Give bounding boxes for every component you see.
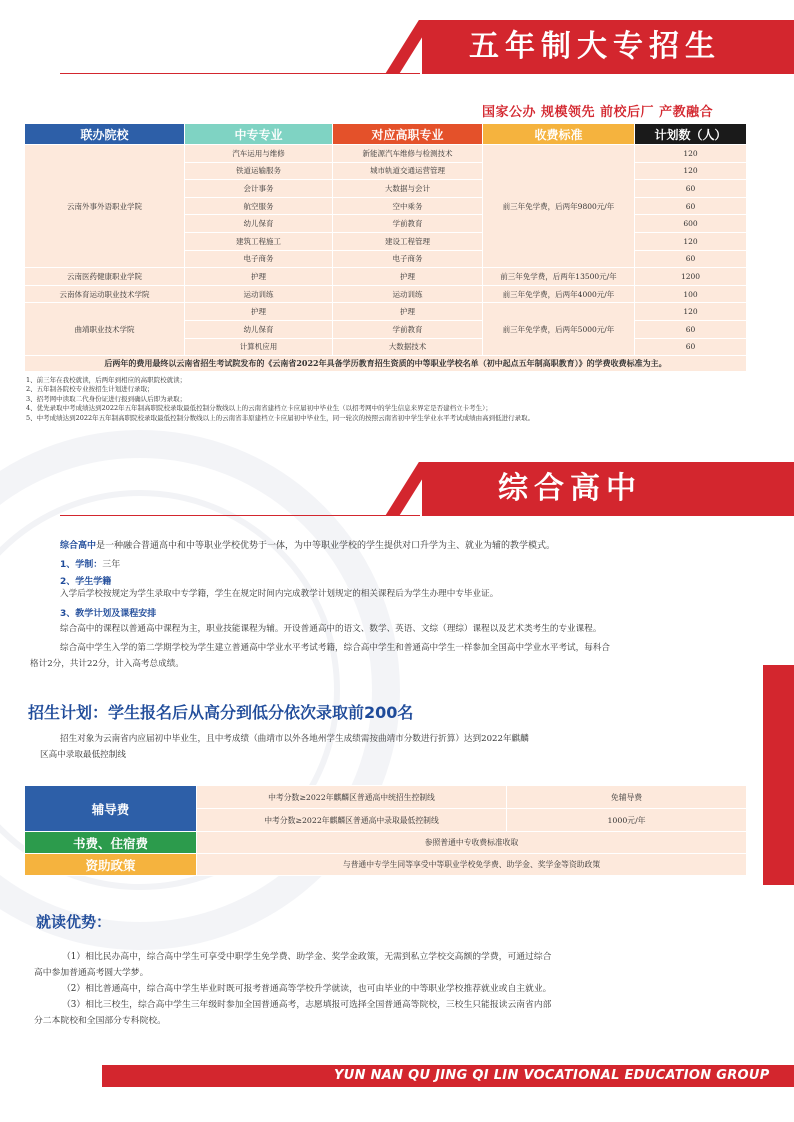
fee-condition: 中考分数≥2022年麒麟区普通高中统招生控制线	[197, 786, 507, 809]
fee-cell: 前三年免学费，后两年4000元/年	[483, 285, 635, 303]
section-3-text-1: 综合高中的课程以普通高中课程为主，职业技能课程为辅。开设普通高中的语文、数学、英语、文综（理综）课程以及艺术类考生的专业课程。	[60, 624, 602, 634]
major-cell: 护理	[185, 268, 333, 286]
plan-cell: 60	[635, 250, 747, 268]
fee-amount: 免辅导费	[507, 786, 747, 809]
footer-text: YUN NAN QU JING QI LIN VOCATIONAL EDUCATION GROUP	[334, 1068, 770, 1083]
higher-cell: 护理	[333, 303, 483, 321]
section-2-text: 入学后学校按规定为学生录取中专学籍，学生在规定时间内完成教学计划规定的相关课程后为学生办理中专毕业证。	[60, 589, 499, 599]
fee-cell: 前三年免学费，后两年13500元/年	[483, 268, 635, 286]
admission-table	[24, 123, 747, 372]
table-row	[25, 832, 747, 854]
subtitle: 国家公办 规模领先 前校后厂 产教融合	[482, 105, 714, 120]
major-cell: 电子商务	[185, 250, 333, 268]
higher-cell: 大数据技术	[333, 338, 483, 356]
plan-cell: 120	[635, 232, 747, 250]
banner-title: 综合高中	[498, 471, 642, 506]
fee-label-aid: 资助政策	[25, 854, 197, 876]
table-row	[25, 303, 747, 321]
higher-cell: 学前教育	[333, 320, 483, 338]
higher-cell: 大数据与会计	[333, 180, 483, 198]
higher-cell: 学前教育	[333, 215, 483, 233]
banner-title: 五年制大专招生	[469, 29, 721, 64]
header-school: 联办院校	[25, 124, 185, 145]
major-cell: 运动训练	[185, 285, 333, 303]
section-heading-1	[60, 557, 120, 570]
plan-cell: 100	[635, 285, 747, 303]
fee-label-books: 书费、住宿费	[25, 832, 197, 854]
notes-list	[26, 376, 766, 423]
section-3-text-2b: 格计2分，共计22分，计入高考总成绩。	[30, 659, 184, 669]
plan-cell: 60	[635, 180, 747, 198]
note-item: 4、优先录取中考成绩达到2022年五年制高职院校录取最低控制分数线以上的云南省建档立卡应届初中毕业生（以招考网中的学生信息来界定是否建档立卡考生）；	[26, 404, 492, 413]
school-cell: 云南体育运动职业技术学院	[25, 285, 185, 303]
major-cell: 护理	[185, 303, 333, 321]
school-cell: 云南外事外语职业学院	[25, 145, 185, 268]
table-row	[25, 786, 747, 809]
higher-cell: 运动训练	[333, 285, 483, 303]
note-item: 2、五年制各院校专业按招生计划进行录取；	[26, 385, 154, 394]
major-cell: 铁道运输服务	[185, 162, 333, 180]
major-cell: 航空服务	[185, 197, 333, 215]
higher-cell: 建设工程管理	[333, 232, 483, 250]
table-row	[25, 854, 747, 876]
intro-paragraph	[60, 538, 760, 551]
table-row	[25, 268, 747, 286]
fee-books-text: 参照普通中专收费标准收取	[197, 832, 747, 854]
plan-cell: 600	[635, 215, 747, 233]
major-cell: 幼儿保育	[185, 215, 333, 233]
advantages-title: 就读优势：	[36, 913, 112, 931]
plan-cell: 120	[635, 162, 747, 180]
advantage-3b: 分二本院校和全国部分专科院校。	[34, 1016, 166, 1026]
advantage-1a: （1）相比民办高中，综合高中学生可享受中职学生免学费、助学金、奖学金政策，无需到私立学校交高额的学费，可通过综合	[62, 952, 552, 962]
fee-cell: 前三年免学费，后两年5000元/年	[483, 303, 635, 356]
plan-text-2: 区高中录取最低控制线	[40, 750, 126, 760]
footer-bar	[102, 1065, 794, 1087]
school-cell: 云南医药健康职业学院	[25, 268, 185, 286]
higher-cell: 空中乘务	[333, 197, 483, 215]
fee-table	[24, 785, 747, 876]
section-heading-3: 3、教学计划及课程安排	[60, 609, 157, 619]
banner-five-year	[0, 20, 794, 74]
higher-cell: 电子商务	[333, 250, 483, 268]
intro-lead: 综合高中	[60, 541, 97, 551]
section-1-title: 1、学制：	[60, 560, 103, 570]
fee-condition: 中考分数≥2022年麒麟区普通高中录取最低控制线	[197, 809, 507, 832]
major-cell: 汽车运用与维修	[185, 145, 333, 163]
major-cell: 建筑工程施工	[185, 232, 333, 250]
plan-cell: 120	[635, 303, 747, 321]
higher-cell: 城市轨道交通运营管理	[333, 162, 483, 180]
table-footnote: 后两年的费用最终以云南省招生考试院发布的《云南省2022年具备学历教育招生资质的中等职业学校名单（初中起点五年制高职教育）》的学费收费标准为主。	[25, 356, 747, 372]
note-item: 5、中考成绩达到2022年五年制高职院校录取最低控制分数线以上的云南省非原建档立卡应届初中毕业生，同一轮次的按照云南省初中学生学业水平考试成绩由高到低进行录取。	[26, 413, 535, 422]
fee-aid-text: 与普通中专学生同等享受中等职业学校免学费、助学金、奖学金等资助政策	[197, 854, 747, 876]
plan-cell: 120	[635, 145, 747, 163]
header-major: 中专专业	[185, 124, 333, 145]
table-row	[25, 145, 747, 163]
section-3-text-2a: 综合高中学生入学的第二学期学校为学生建立普通高中学业水平考试考籍，综合高中学生和普通高中学生一样参加全国高中学业水平考试，每科合	[60, 643, 611, 653]
header-fee: 收费标准	[483, 124, 635, 145]
note-item: 3、招考网中读取二代身份证进行报到确认后即为录取；	[26, 394, 187, 403]
section-1-value: 三年	[102, 560, 121, 570]
banner-comprehensive	[0, 462, 794, 516]
fee-cell: 前三年免学费，后两年9800元/年	[483, 145, 635, 268]
advantage-1b: 高中参加普通高考圆大学梦。	[34, 968, 149, 978]
higher-cell: 护理	[333, 268, 483, 286]
advantage-3a: （3）相比三校生，综合高中学生三年级时参加全国普通高考，志愿填报可选择全国普通高等院校，三校生只能报读云南省内部	[62, 1000, 552, 1010]
plan-cell: 60	[635, 197, 747, 215]
major-cell: 会计事务	[185, 180, 333, 198]
higher-cell: 新能源汽车维修与检测技术	[333, 145, 483, 163]
note-item: 1、前三年在我校就读，后两年到相应的高职院校就读；	[26, 376, 187, 384]
major-cell: 幼儿保育	[185, 320, 333, 338]
table-footnote-row	[25, 356, 747, 372]
plan-title: 招生计划：学生报名后从高分到低分依次录取前200名	[28, 703, 414, 722]
section-heading-2: 2、学生学籍	[60, 577, 112, 587]
fee-label-tutoring: 辅导费	[25, 786, 197, 832]
side-accent-bar	[763, 665, 794, 885]
intro-text: 是一种融合普通高中和中等职业学校优势于一体，为中等职业学校的学生提供对口升学为主、就业为辅的教学模式。	[96, 541, 556, 551]
school-cell: 曲靖职业技术学院	[25, 303, 185, 356]
header-plan: 计划数（人）	[635, 124, 747, 145]
plan-cell: 1200	[635, 268, 747, 286]
major-cell: 计算机应用	[185, 338, 333, 356]
plan-cell: 60	[635, 320, 747, 338]
plan-cell: 60	[635, 338, 747, 356]
header-higher-major: 对应高职专业	[333, 124, 483, 145]
advantage-2: （2）相比普通高中，综合高中学生毕业时既可报考普通高等学校升学就读，也可由毕业的中等职业学校推荐就业或自主就业。	[62, 984, 552, 994]
table-row	[25, 285, 747, 303]
plan-text-1: 招生对象为云南省内应届初中毕业生，且中考成绩（曲靖市以外各地州学生成绩需按曲靖市分数进行折算）达到2022年麒麟	[60, 734, 529, 744]
fee-amount: 1000元/年	[507, 809, 747, 832]
